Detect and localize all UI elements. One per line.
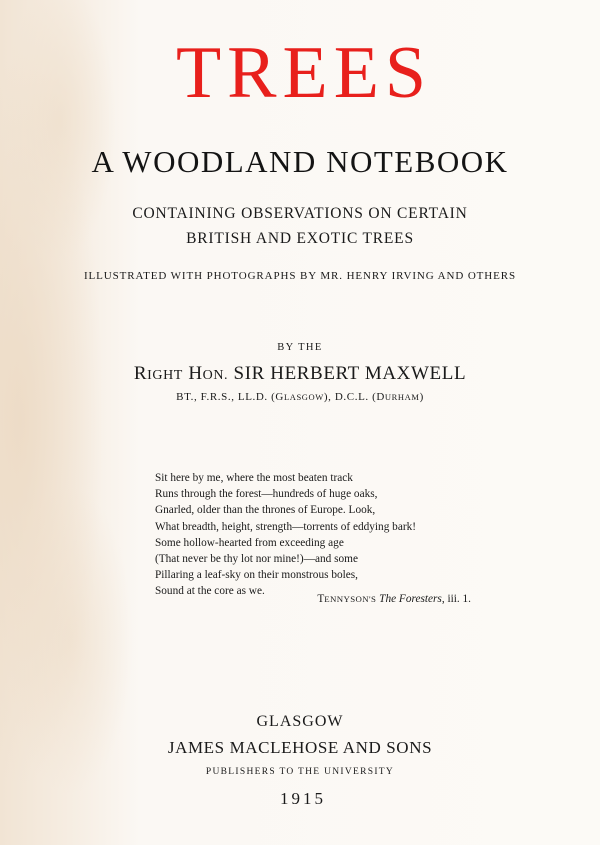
poem-line: Some hollow-hearted from exceeding age bbox=[155, 536, 344, 549]
poem-line: (That never be thy lot nor mine!)—and some bbox=[155, 553, 358, 566]
imprint-publisher: JAMES MACLEHOSE AND SONS bbox=[167, 738, 433, 757]
attribution-author-rest: ENNYSON'S bbox=[324, 594, 377, 604]
author-line bbox=[0, 363, 600, 387]
book-title: TREES bbox=[175, 32, 433, 114]
author-prefix-h: H bbox=[188, 363, 203, 384]
author-name: SIR HERBERT MAXWELL bbox=[233, 363, 467, 384]
degrees-part-1: BT., F.R.S., LL.D. (G bbox=[176, 391, 284, 403]
author-prefix-r: R bbox=[133, 363, 148, 384]
degrees-part-3: ) bbox=[419, 391, 424, 403]
illustration-credit: ILLUSTRATED WITH PHOTOGRAPHS BY MR. HENRY IRVING AND OTHERS bbox=[83, 270, 517, 282]
author-degrees bbox=[0, 390, 600, 404]
attribution-ref: , iii. 1. bbox=[441, 593, 471, 605]
imprint-publisher-note: PUBLISHERS TO THE UNIVERSITY bbox=[205, 767, 395, 777]
author-prefix-on: ON. bbox=[202, 368, 229, 383]
poem-line: Sound at the core as we. bbox=[155, 585, 265, 598]
author-prefix-ight: IGHT bbox=[147, 368, 183, 383]
poem-line: Pillaring a leaf-sky on their monstrous boles, bbox=[155, 569, 358, 582]
description-line-1: CONTAINING OBSERVATIONS ON CERTAIN bbox=[132, 205, 468, 222]
attribution-author-initial: T bbox=[317, 593, 325, 605]
poem-attribution bbox=[155, 592, 471, 606]
by-the-label: BY THE bbox=[277, 342, 323, 353]
poem-line: Runs through the forest—hundreds of huge oaks, bbox=[155, 488, 378, 501]
poem-line: Gnarled, older than the thrones of Europe. Look, bbox=[155, 504, 376, 517]
epigraph-poem bbox=[155, 470, 485, 600]
poem-line: What breadth, height, strength—torrents of eddying bark! bbox=[155, 520, 417, 533]
degrees-durham: URHAM bbox=[384, 392, 420, 402]
attribution-work: The Foresters bbox=[379, 593, 442, 605]
description-line-2: BRITISH AND EXOTIC TREES bbox=[186, 230, 414, 247]
imprint-city: GLASGOW bbox=[256, 713, 344, 730]
book-subtitle: A WOODLAND NOTEBOOK bbox=[91, 144, 509, 179]
degrees-glasgow: LASGOW bbox=[283, 392, 324, 402]
degrees-part-2: ), D.C.L. (D bbox=[323, 391, 385, 403]
poem-line: Sit here by me, where the most beaten track bbox=[155, 472, 353, 484]
imprint-year: 1915 bbox=[280, 789, 326, 808]
